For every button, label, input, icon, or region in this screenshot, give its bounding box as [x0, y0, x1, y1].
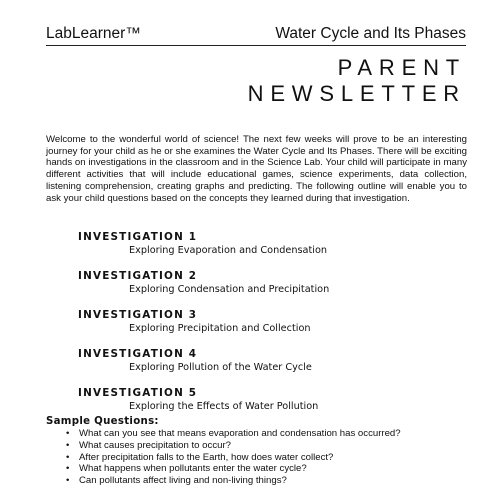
list-item: [66, 463, 476, 475]
questions-list: [46, 428, 476, 487]
investigation-list: [78, 230, 478, 425]
investigation-subtitle: Exploring Pollution of the Water Cycle: [129, 362, 312, 373]
investigation-title: INVESTIGATION 4: [78, 348, 198, 360]
bullet-icon: •: [66, 428, 70, 439]
list-item: [66, 428, 476, 440]
document-title: Water Cycle and Its Phases: [275, 25, 466, 42]
investigation-item: [78, 269, 478, 308]
bullet-icon: •: [66, 463, 70, 475]
page-header: [46, 25, 466, 46]
investigation-title: INVESTIGATION 3: [78, 309, 198, 321]
investigation-title: INVESTIGATION 2: [78, 270, 198, 282]
investigation-subtitle: Exploring Condensation and Precipitation: [129, 284, 330, 295]
investigation-title: INVESTIGATION 5: [78, 387, 198, 399]
investigation-item: [78, 230, 478, 269]
list-item: [66, 475, 476, 487]
brand-name: LabLearner™: [46, 25, 141, 42]
question-text: What causes precipitation to occur?: [79, 439, 231, 451]
investigation-subtitle: Exploring the Effects of Water Pollution: [129, 401, 319, 412]
bullet-icon: •: [66, 439, 70, 451]
intro-paragraph: Welcome to the wonderful world of science! The next few weeks will prove to be an interesting journey for your child as he or she examines the Water Cycle and Its Phases. There will be exciting hands on investigations in the classroom and in the Science Lab. Your child will participate in many different activities that will include educational games, science experiments, data collection, listening comprehension, creating graphs and predicting. The following outline will enable you to ask your child questions based on the concepts they learned during that investigation.: [46, 134, 467, 204]
title-line-2: NEWSLETTER: [247, 81, 466, 106]
bullet-icon: •: [66, 451, 70, 463]
newsletter-title: [248, 55, 466, 107]
question-text: What happens when pollutants enter the water cycle?: [79, 463, 307, 475]
sample-questions: [46, 416, 476, 487]
question-text: After precipitation falls to the Earth, how does water collect?: [79, 451, 334, 463]
list-item: [66, 452, 476, 464]
title-line-1: PARENT: [337, 55, 466, 80]
investigation-subtitle: Exploring Precipitation and Collection: [129, 323, 311, 334]
investigation-subtitle: Exploring Evaporation and Condensation: [129, 245, 328, 256]
questions-heading: Sample Questions:: [46, 416, 159, 427]
investigation-title: INVESTIGATION 1: [78, 231, 198, 243]
question-text: Can pollutants affect living and non-living things?: [79, 475, 287, 487]
investigation-item: [78, 347, 478, 386]
bullet-icon: •: [66, 475, 70, 487]
question-text: What can you see that means evaporation and condensation has occurred?: [79, 428, 401, 439]
investigation-item: [78, 308, 478, 347]
list-item: [66, 440, 476, 452]
